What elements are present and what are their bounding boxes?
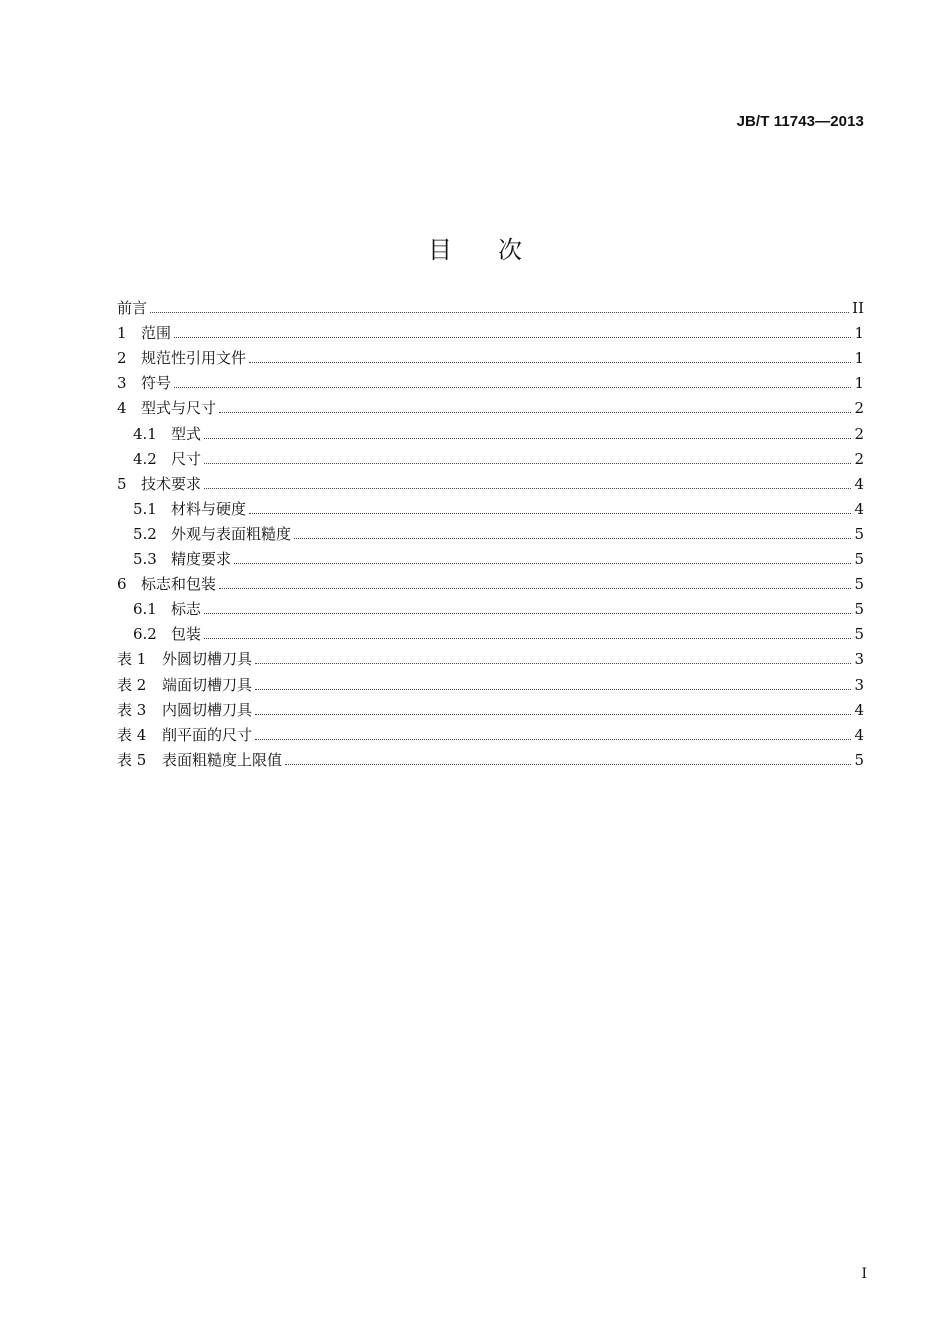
dot-leader [255,714,851,715]
toc-entry-label: 范围 [141,324,172,343]
toc-entry-number: 4.1 [133,424,157,443]
toc-entry-label: 规范性引用文件 [141,349,247,368]
toc-entry-number: 6 [117,575,127,594]
toc-entry-page: 3 [854,650,864,669]
toc-entry[interactable] [117,518,864,543]
toc-entry-page: 4 [854,725,864,744]
dot-leader [234,563,851,564]
toc-entry[interactable] [117,568,864,593]
table-of-contents [117,292,864,769]
dot-leader [249,362,851,363]
toc-entry-label: 符号 [141,374,172,393]
toc-entry-number: 3 [117,374,127,393]
toc-entry[interactable] [117,443,864,468]
toc-entry-number: 表 5 [117,750,147,769]
toc-entry[interactable] [117,719,864,744]
dot-leader [150,312,849,313]
dot-leader [204,613,851,614]
toc-entry[interactable] [117,618,864,643]
toc-entry-page: 3 [854,675,864,694]
toc-entry-label: 型式 [171,424,202,443]
toc-entry-label: 技术要求 [141,474,202,493]
dot-leader [204,488,851,489]
toc-entry[interactable] [117,694,864,719]
toc-entry-page: 2 [854,399,864,418]
dot-leader [219,588,851,589]
dot-leader [255,739,851,740]
dot-leader [204,638,851,639]
document-code: JB/T 11743—2013 [736,113,864,130]
toc-entry-label: 标志 [171,600,202,619]
toc-entry-page: 5 [854,575,864,594]
toc-entry-number: 5.1 [133,499,157,518]
toc-entry-page: 5 [854,550,864,569]
toc-entry[interactable] [117,493,864,518]
dot-leader [285,764,851,765]
toc-entry[interactable] [117,317,864,342]
toc-entry-label: 表面粗糙度上限值 [162,750,283,769]
toc-entry-number: 1 [117,324,127,343]
toc-entry[interactable] [117,744,864,769]
toc-entry[interactable] [117,593,864,618]
dot-leader [255,663,851,664]
toc-entry-page: 5 [854,625,864,644]
toc-entry[interactable] [117,543,864,568]
toc-entry-page: 4 [854,499,864,518]
toc-entry-label: 前言 [117,299,148,318]
toc-entry-label: 内圆切槽刀具 [162,700,253,719]
toc-entry-number: 表 3 [117,700,147,719]
toc-entry-page: 4 [854,700,864,719]
dot-leader [255,689,851,690]
toc-entry-number: 5.3 [133,550,157,569]
toc-entry-number: 2 [117,349,127,368]
dot-leader [174,337,851,338]
toc-entry-label: 外圆切槽刀具 [162,650,253,669]
dot-leader [174,387,851,388]
dot-leader [204,438,851,439]
toc-entry-label: 端面切槽刀具 [162,675,253,694]
toc-entry-number: 表 4 [117,725,147,744]
toc-entry-page: 5 [854,524,864,543]
toc-entry[interactable] [117,668,864,693]
toc-entry-label: 材料与硬度 [171,499,247,518]
toc-entry[interactable] [117,292,864,317]
dot-leader [219,412,851,413]
dot-leader [204,463,851,464]
toc-entry-number: 表 2 [117,675,147,694]
toc-entry-number: 4.2 [133,449,157,468]
toc-entry-label: 尺寸 [171,449,202,468]
toc-entry-page: 4 [854,474,864,493]
page-title: 目次 [428,236,568,265]
toc-entry-page: 5 [854,600,864,619]
toc-entry[interactable] [117,367,864,392]
toc-entry-number: 表 1 [117,650,147,669]
toc-entry-page: II [852,299,864,318]
toc-entry-label: 削平面的尺寸 [162,725,253,744]
toc-entry-label: 外观与表面粗糙度 [171,524,292,543]
toc-entry-page: 1 [854,374,864,393]
toc-entry-page: 2 [854,449,864,468]
toc-entry-number: 5.2 [133,524,157,543]
toc-entry-page: 5 [854,750,864,769]
toc-entry[interactable] [117,342,864,367]
toc-entry[interactable] [117,392,864,417]
toc-entry-number: 6.2 [133,625,157,644]
toc-entry-label: 包装 [171,625,202,644]
toc-entry-number: 5 [117,474,127,493]
toc-entry-number: 6.1 [133,600,157,619]
dot-leader [294,538,851,539]
toc-entry-label: 标志和包装 [141,575,217,594]
toc-entry-label: 型式与尺寸 [141,399,217,418]
toc-entry-page: 2 [854,424,864,443]
toc-entry[interactable] [117,643,864,668]
toc-entry[interactable] [117,468,864,493]
dot-leader [249,513,851,514]
toc-entry-page: 1 [854,349,864,368]
toc-entry[interactable] [117,417,864,442]
toc-entry-page: 1 [854,324,864,343]
page-number: I [861,1266,867,1282]
toc-entry-label: 精度要求 [171,550,232,569]
toc-entry-number: 4 [117,399,127,418]
